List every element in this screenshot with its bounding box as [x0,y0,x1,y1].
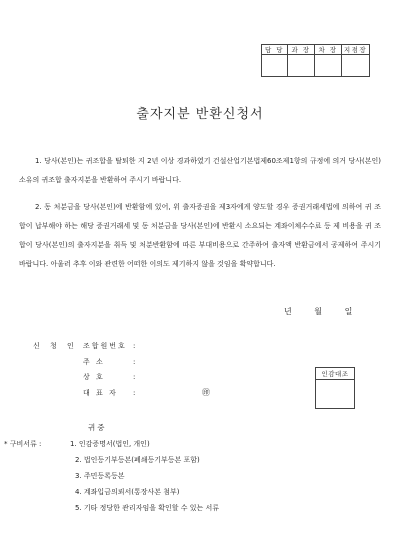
field-address-label: 주 소 [83,358,105,366]
field-member-number [83,341,135,351]
addressee: 귀중 [88,423,107,432]
paragraph-1: 1. 당사(본인)는 귀조합을 탈퇴한 지 2년 이상 경과하였기 건설산업기본법제60조제1항의 규정에 의거 당사(본인)소유의 귀조합 출자지분을 반환하여 주시기 바랍니다. [19,157,381,184]
approval-sign-manager [288,55,315,77]
attachment-item: 3. 주민등록등본 [75,472,125,480]
field-company-name [83,372,135,382]
date-line [284,306,352,317]
approval-sign-branch-head [342,55,370,77]
document-title: 출자지분 반환신청서 [136,107,264,122]
attachments-label: * 구비서류 : [4,440,42,448]
attachment-item: 1. 인감증명서(법인, 개인) [70,440,150,448]
approval-header-staff: 담 당 [262,45,288,55]
seal-mark: ㊞ [202,388,210,397]
date-day: 일 [344,307,353,316]
approval-header-branch-head: 지점장 [342,45,370,55]
seal-comparison-label: 인감대조 [316,368,354,380]
field-representative-separator: : [133,389,136,397]
attachments-list [70,439,219,519]
attachment-item: 4. 계좌입금의뢰서(통장사본 첨부) [75,488,180,496]
attachment-item: 5. 기타 정당한 관리자임을 확인할 수 있는 서류 [75,504,219,512]
approval-sign-deputy [315,55,342,77]
field-member-number-separator: : [133,342,136,350]
field-member-number-label: 조합원번호 [83,342,127,350]
field-representative [83,388,135,398]
approval-table [261,44,370,77]
date-year: 년 [284,307,292,316]
field-representative-label: 대 표 자 [83,389,118,397]
date-month: 월 [314,307,323,316]
attachment-item: 2. 법인등기부등본(폐쇄등기부등본 포함) [75,456,200,464]
approval-header-manager: 과 장 [288,45,315,55]
field-address [83,357,135,367]
field-company-name-label: 상 호 [83,373,105,381]
applicant-label: 신 청 인 [33,342,78,350]
approval-sign-staff [262,55,288,77]
paragraph-2: 2. 동 처분금을 당사(본인)에 반환함에 있어, 위 출자증권을 제3자에게 양도할 경우 증권거래세법에 의하여 귀 조합이 납부해야 하는 해당 증권거래세 및 동 처분금을 당사(본인)에 반환시 소요되는 계좌이체수수료 등 제 비용을 귀 조합이 당사(본인)의 출자지분을 취득 및 처분반환함에 따른 부대비용으로 간주하여 출자액 반환금에서 공제하여 주시기 바랍니다. 아울러 추후 이와 관련한 어떠한 이의도 제기하지 않을 것임을 확약합니다. [19,203,381,268]
field-company-name-separator: : [133,373,136,381]
field-address-separator: : [133,358,136,366]
approval-header-deputy: 차 장 [315,45,342,55]
seal-comparison-box [315,367,355,409]
